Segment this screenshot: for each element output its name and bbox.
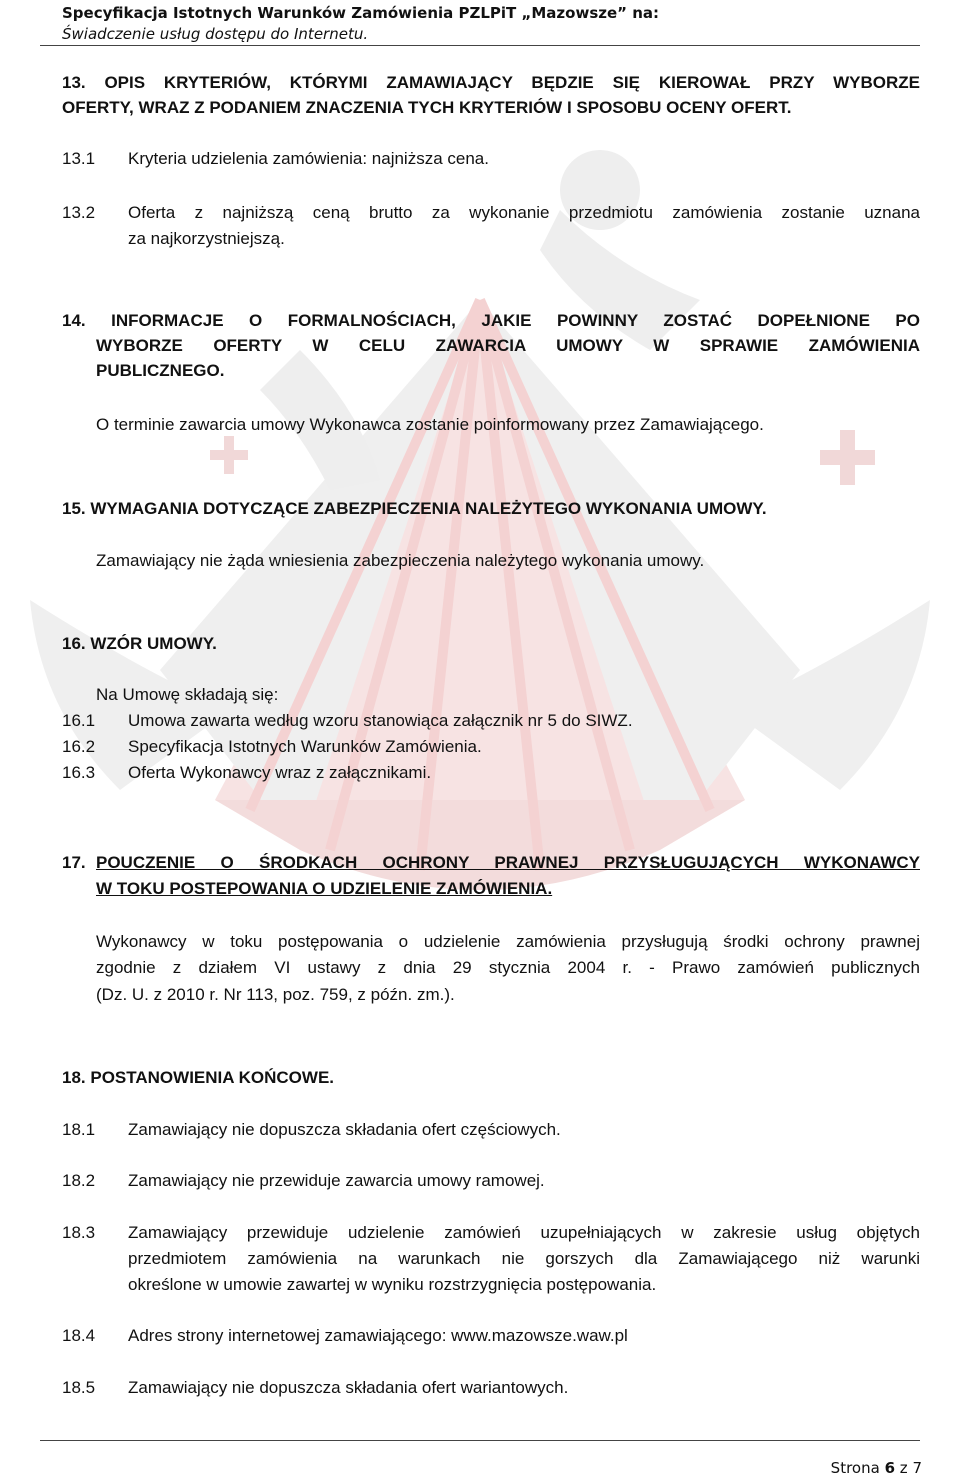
item-18-1-text: Zamawiający nie dopuszcza składania ofert częściowych. bbox=[128, 1120, 561, 1139]
section-17-heading-line1: POUCZENIE O ŚRODKACH OCHRONY PRAWNEJ PRZYSŁUGUJĄCYCH WYKONAWCY bbox=[96, 853, 920, 872]
item-18-1-number: 18.1 bbox=[62, 1120, 96, 1139]
section-17-text-line3: (Dz. U. z 2010 r. Nr 113, poz. 759, z późn. zm.). bbox=[96, 985, 455, 1004]
section-16-intro: Na Umowę składają się: bbox=[96, 685, 279, 704]
footer-divider bbox=[40, 1440, 920, 1441]
header-subtitle: Świadczenie usług dostępu do Internetu. bbox=[62, 25, 369, 43]
section-14-heading-line1: 14. INFORMACJE O FORMALNOŚCIACH, JAKIE POWINNY ZOSTAĆ DOPEŁNIONE PO bbox=[62, 311, 920, 330]
item-16-3-text: Oferta Wykonawcy wraz z załącznikami. bbox=[128, 763, 432, 782]
item-16-1-text: Umowa zawarta według wzoru stanowiąca załącznik nr 5 do SIWZ. bbox=[128, 711, 633, 730]
item-13-1-text: Kryteria udzielenia zamówienia: najniższa cena. bbox=[128, 149, 489, 168]
section-17-text-line1: Wykonawcy w toku postępowania o udzielenie zamówienia przysługują środki ochrony prawnej bbox=[96, 932, 920, 951]
section-14-text: O terminie zawarcia umowy Wykonawca zostanie poinformowany przez Zamawiającego. bbox=[96, 415, 764, 434]
item-16-2-number: 16.2 bbox=[62, 737, 96, 756]
header-divider bbox=[40, 45, 920, 46]
item-18-5-number: 18.5 bbox=[62, 1378, 96, 1397]
item-13-2-text-line1: Oferta z najniższą ceną brutto za wykonanie przedmiotu zamówienia zostanie uznana bbox=[128, 203, 920, 222]
item-18-3-text-line3: określone w umowie zawartej w wyniku rozstrzygnięcia postępowania. bbox=[128, 1275, 657, 1294]
item-18-2-text: Zamawiający nie przewiduje zawarcia umowy ramowej. bbox=[128, 1171, 545, 1190]
item-18-3-text-line1: Zamawiający przewiduje udzielenie zamówień uzupełniających w zakresie usług objętych bbox=[128, 1223, 920, 1242]
item-13-2-number: 13.2 bbox=[62, 203, 96, 222]
section-15-text: Zamawiający nie żąda wniesienia zabezpieczenia należytego wykonania umowy. bbox=[96, 551, 705, 570]
page-label: Strona bbox=[830, 1459, 880, 1477]
section-13-heading-line1: 13. OPIS KRYTERIÓW, KTÓRYMI ZAMAWIAJĄCY BĘDZIE SIĘ KIEROWAŁ PRZY WYBORZE bbox=[62, 73, 920, 92]
item-16-2-text: Specyfikacja Istotnych Warunków Zamówienia. bbox=[128, 737, 482, 756]
item-13-1-number: 13.1 bbox=[62, 149, 96, 168]
current-page: 6 bbox=[884, 1459, 896, 1477]
total-pages: 7 bbox=[912, 1459, 922, 1477]
item-18-2-number: 18.2 bbox=[62, 1171, 96, 1190]
page-number bbox=[831, 1458, 922, 1478]
page-of-label: z bbox=[899, 1459, 908, 1477]
item-18-4-number: 18.4 bbox=[62, 1326, 96, 1345]
section-14-heading-line2: WYBORZE OFERTY W CELU ZAWARCIA UMOWY W SPRAWIE ZAMÓWIENIA bbox=[96, 336, 920, 355]
item-18-5-text: Zamawiający nie dopuszcza składania ofert wariantowych. bbox=[128, 1378, 569, 1397]
section-18-heading: 18. POSTANOWIENIA KOŃCOWE. bbox=[62, 1068, 335, 1087]
item-16-3-number: 16.3 bbox=[62, 763, 96, 782]
item-13-2-text-line2: za najkorzystniejszą. bbox=[128, 229, 285, 248]
header-title: Specyfikacja Istotnych Warunków Zamówienia PZLPiT „Mazowsze” na: bbox=[62, 4, 660, 22]
item-18-3-text-line2: przedmiotem zamówienia na warunkach nie gorszych dla Zamawiającego niż warunki bbox=[128, 1249, 920, 1268]
item-18-4-text: Adres strony internetowej zamawiającego: www.mazowsze.waw.pl bbox=[128, 1326, 628, 1345]
page-header bbox=[0, 0, 960, 46]
section-17-text-line2: zgodnie z działem VI ustawy z dnia 29 stycznia 2004 r. - Prawo zamówień publicznych bbox=[96, 958, 920, 977]
section-16-heading: 16. WZÓR UMOWY. bbox=[62, 634, 217, 653]
section-17-heading-line2: W TOKU POSTEPOWANIA O UDZIELENIE ZAMÓWIENIA. bbox=[96, 879, 553, 898]
section-17-number: 17. bbox=[62, 853, 86, 872]
section-13-heading-line2: OFERTY, WRAZ Z PODANIEM ZNACZENIA TYCH KRYTERIÓW I SPOSOBU OCENY OFERT. bbox=[62, 98, 792, 117]
item-18-3-number: 18.3 bbox=[62, 1223, 96, 1242]
section-15-heading: 15. WYMAGANIA DOTYCZĄCE ZABEZPIECZENIA NALEŻYTEGO WYKONANIA UMOWY. bbox=[62, 499, 767, 518]
item-16-1-number: 16.1 bbox=[62, 711, 96, 730]
section-14-heading-line3: PUBLICZNEGO. bbox=[96, 361, 225, 380]
